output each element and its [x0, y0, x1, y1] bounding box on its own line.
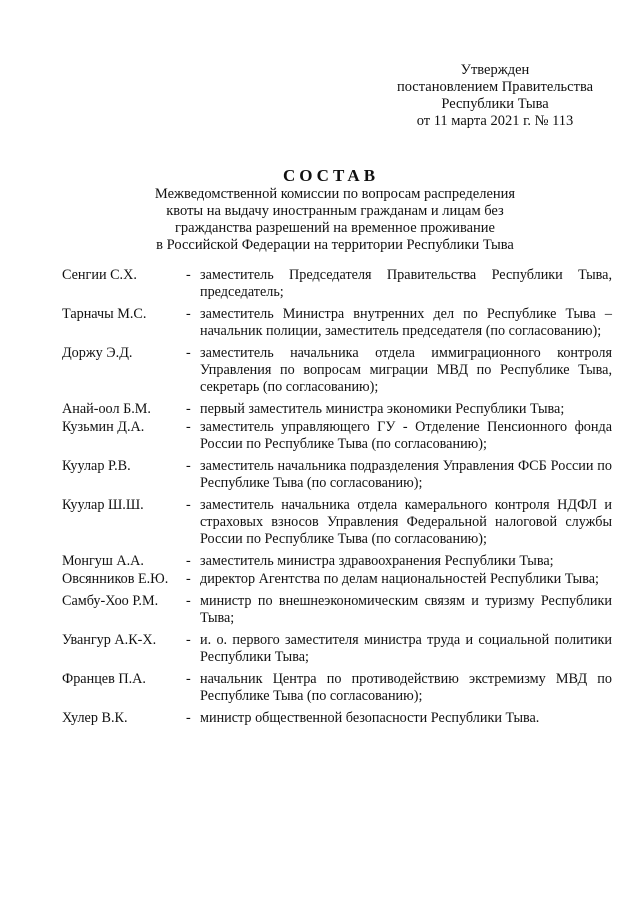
member-separator: - [186, 345, 191, 361]
member-role: директор Агентства по делам национальностей Республики Тыва; [200, 571, 599, 587]
member-role: первый заместитель министра экономики Республики Тыва; [200, 401, 565, 417]
member-name: Куулар Ш.Ш. [62, 497, 144, 513]
member-role: заместитель начальника подразделения Управления ФСБ России по Республике Тыва (по согласованию); [200, 458, 612, 491]
member-role: заместитель управляющего ГУ - Отделение Пенсионного фонда России по Республике Тыва (по согласованию); [200, 419, 612, 452]
subtitle-line: в Российской Федерации на территории Республики Тыва [156, 237, 514, 253]
member-name: Монгуш А.А. [62, 553, 144, 569]
document-subtitle [120, 186, 550, 254]
member-separator: - [186, 401, 191, 417]
member-row [62, 267, 612, 301]
member-role: заместитель Председателя Правительства Республики Тыва, председатель; [200, 267, 612, 300]
member-separator: - [186, 458, 191, 474]
member-role: заместитель министра здравоохранения Республики Тыва; [200, 553, 554, 569]
approval-date-line: от 11 марта 2021 г. № 113 [416, 113, 574, 129]
member-separator: - [186, 497, 191, 513]
member-row [62, 671, 612, 705]
member-name: Куулар Р.В. [62, 458, 131, 474]
member-row [62, 458, 612, 492]
member-row [62, 593, 612, 627]
member-name: Овсянников Е.Ю. [62, 571, 169, 587]
member-row [62, 419, 612, 453]
approval-line: Республики Тыва [441, 96, 549, 112]
member-row [62, 401, 612, 418]
member-name: Францев П.А. [62, 671, 146, 687]
member-name: Тарначы М.С. [62, 306, 147, 322]
member-row [62, 553, 612, 570]
member-role: министр по внешнеэкономическим связям и туризму Республики Тыва; [200, 593, 612, 626]
member-name: Хулер В.К. [62, 710, 128, 726]
member-row [62, 306, 612, 340]
member-row [62, 571, 612, 588]
member-name: Самбу-Хоо Р.М. [62, 593, 159, 609]
member-list [62, 267, 612, 732]
member-row [62, 632, 612, 666]
approval-stamp [380, 62, 610, 130]
member-separator: - [186, 267, 191, 283]
subtitle-line: квоты на выдачу иностранным гражданам и лицам без [166, 203, 504, 219]
member-separator: - [186, 710, 191, 726]
member-name: Сенгии С.Х. [62, 267, 137, 283]
member-separator: - [186, 553, 191, 569]
member-separator: - [186, 571, 191, 587]
member-separator: - [186, 632, 191, 648]
subtitle-line: Межведомственной комиссии по вопросам распределения [154, 186, 516, 202]
subtitle-line: гражданства разрешений на временное проживание [174, 220, 495, 236]
member-role: начальник Центра по противодействию экстремизму МВД по Республике Тыва (по согласованию); [200, 671, 612, 704]
member-separator: - [186, 593, 191, 609]
member-name: Кузьмин Д.А. [62, 419, 145, 435]
member-name: Увангур А.К-Х. [62, 632, 157, 648]
document-title: СОСТАВ [282, 166, 380, 185]
member-row [62, 710, 612, 727]
member-separator: - [186, 306, 191, 322]
member-role: министр общественной безопасности Республики Тыва. [200, 710, 540, 726]
approval-line: Утвержден [460, 62, 530, 78]
member-role: заместитель начальника отдела иммиграционного контроля Управления по вопросам миграции МВД по Республике Тыва, секретарь (по согласованию); [200, 345, 612, 395]
member-role: заместитель начальника отдела камерального контроля НДФЛ и страховых взносов Управления Федеральной налоговой службы России по Республике Тыва (по согласованию); [200, 497, 612, 547]
member-role: заместитель Министра внутренних дел по Республике Тыва – начальник полиции, заместитель председателя (по согласованию); [200, 306, 612, 339]
member-separator: - [186, 671, 191, 687]
member-name: Анай-оол Б.М. [62, 401, 151, 417]
member-row [62, 345, 612, 396]
member-role: и. о. первого заместителя министра труда и социальной политики Республики Тыва; [200, 632, 612, 665]
approval-line: постановлением Правительства [396, 79, 594, 95]
member-separator: - [186, 419, 191, 435]
member-name: Доржу Э.Д. [62, 345, 133, 361]
member-row [62, 497, 612, 548]
